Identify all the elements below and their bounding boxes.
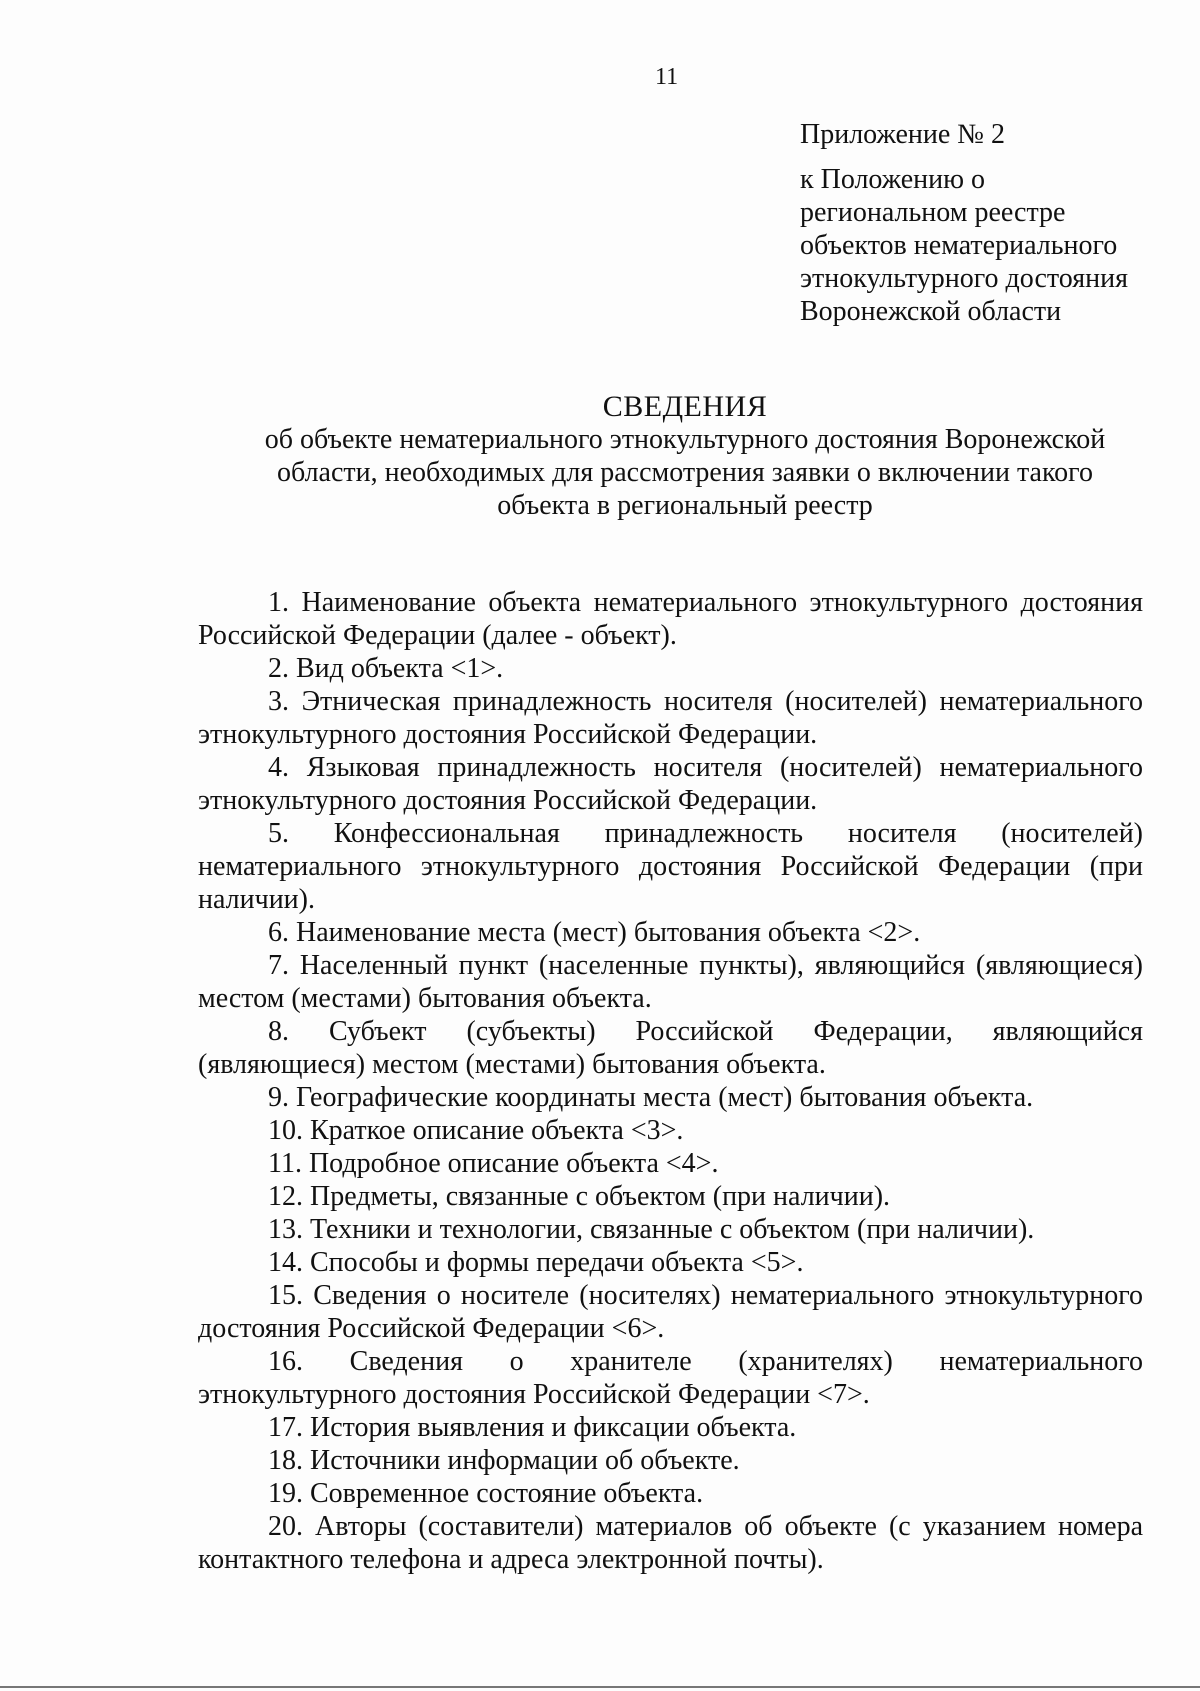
items-list bbox=[198, 586, 1143, 1576]
appendix-subtitle-line: Воронежской области bbox=[800, 296, 1062, 327]
appendix-subtitle bbox=[800, 163, 1160, 328]
list-item: 11. Подробное описание объекта <4>. bbox=[268, 1148, 719, 1179]
list-item: 16. Сведения о хранителе (хранителях) нематериального этнокультурного достояния Российской Федерации <7>. bbox=[198, 1346, 1143, 1410]
page-bottom-rule bbox=[0, 1686, 1200, 1688]
list-item: 3. Этническая принадлежность носителя (носителей) нематериального этнокультурного достояния Российской Федерации. bbox=[198, 686, 1143, 750]
list-item: 4. Языковая принадлежность носителя (носителей) нематериального этнокультурного достояния Российской Федерации. bbox=[198, 752, 1143, 816]
list-item: 15. Сведения о носителе (носителях) нематериального этнокультурного достояния Российской Федерации <6>. bbox=[198, 1280, 1143, 1344]
list-item: 7. Населенный пункт (населенные пункты), являющийся (являющиеся) местом (местами) бытования объекта. bbox=[198, 950, 1143, 1014]
list-item: 18. Источники информации об объекте. bbox=[268, 1445, 740, 1476]
list-item: 14. Способы и формы передачи объекта <5>. bbox=[268, 1247, 804, 1278]
heading-subtitle-line: об объекте нематериального этнокультурного достояния Воронежской bbox=[264, 424, 1106, 455]
heading-subtitle-line: объекта в региональный реестр bbox=[497, 490, 873, 521]
appendix-subtitle-line: к Положению о bbox=[800, 164, 986, 195]
list-item: 1. Наименование объекта нематериального этнокультурного достояния Российской Федерации (далее - объект). bbox=[198, 587, 1143, 651]
list-item: 19. Современное состояние объекта. bbox=[268, 1478, 704, 1509]
appendix-subtitle-line: этнокультурного достояния bbox=[800, 263, 1128, 294]
heading-subtitle-line: области, необходимых для рассмотрения заявки о включении такого bbox=[277, 457, 1093, 488]
appendix-subtitle-line: объектов нематериального bbox=[800, 230, 1118, 261]
list-item: 8. Субъект (субъекты) Российской Федерации, являющийся (являющиеся) местом (местами) бытования объекта. bbox=[198, 1016, 1143, 1080]
heading-title: СВЕДЕНИЯ bbox=[602, 390, 768, 423]
list-item: 10. Краткое описание объекта <3>. bbox=[268, 1115, 684, 1146]
list-item: 5. Конфессиональная принадлежность носителя (носителей) нематериального этнокультурного достояния Российской Федерации (при наличии). bbox=[198, 818, 1143, 915]
list-item: 2. Вид объекта <1>. bbox=[268, 653, 504, 684]
page-number: 11 bbox=[655, 64, 679, 90]
list-item: 12. Предметы, связанные с объектом (при наличии). bbox=[268, 1181, 891, 1212]
appendix-block bbox=[800, 118, 1160, 328]
list-item: 6. Наименование места (мест) бытования объекта <2>. bbox=[268, 917, 921, 948]
document-heading bbox=[230, 390, 1140, 522]
appendix-subtitle-line: региональном реестре bbox=[800, 197, 1066, 228]
list-item: 9. Географические координаты места (мест) бытования объекта. bbox=[268, 1082, 1034, 1113]
appendix-title: Приложение № 2 bbox=[800, 119, 1005, 150]
list-item: 20. Авторы (составители) материалов об объекте (с указанием номера контактного телефона и адреса электронной почты). bbox=[198, 1511, 1143, 1575]
list-item: 13. Техники и технологии, связанные с объектом (при наличии). bbox=[268, 1214, 1035, 1245]
list-item: 17. История выявления и фиксации объекта. bbox=[268, 1412, 797, 1443]
